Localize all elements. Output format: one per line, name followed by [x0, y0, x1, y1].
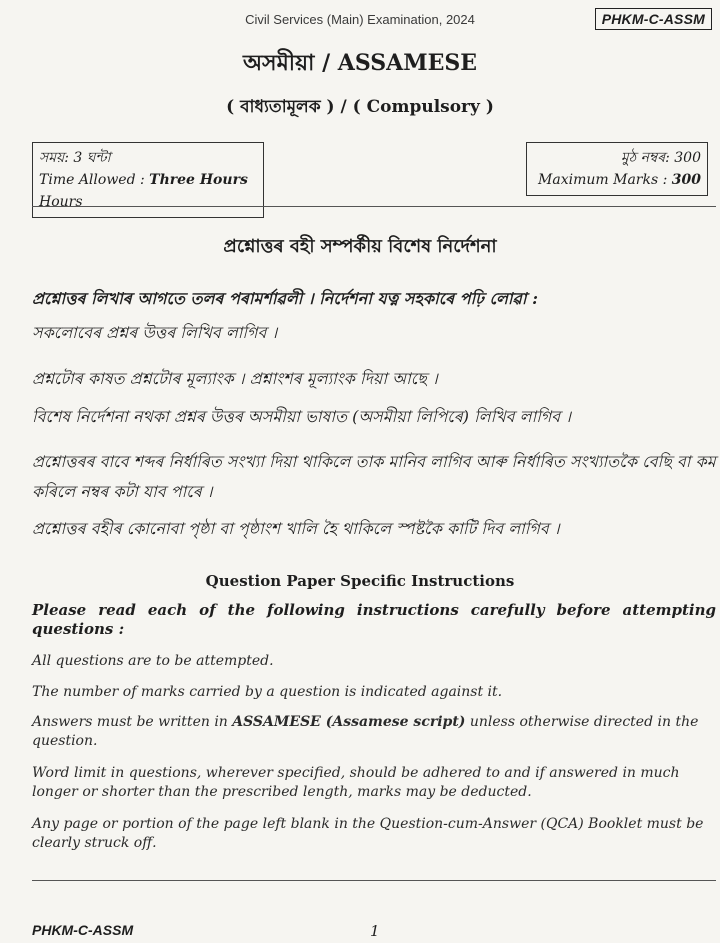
time-allowed-english: Time Allowed : Three Hours Hours [39, 172, 248, 210]
assamese-instruction-item: প্ৰশ্নটোৰ কাষত প্ৰশ্নটোৰ মূল্যাংক । প্ৰশ্নাংশৰ মূল্যাংক দিয়া আছে । [32, 369, 438, 388]
assamese-instruction-item: সকলোবেৰ প্ৰশ্নৰ উত্তৰ লিখিব লাগিব । [32, 323, 278, 342]
time-allowed-label: Time Allowed : [39, 172, 145, 188]
assamese-instruction-item: প্ৰশ্নোত্তৰ বহীৰ কোনোবা পৃষ্ঠা বা পৃষ্ঠাংশ খালি হৈ থাকিলে স্পষ্টকৈ কাটি দিব লাগিব । [32, 519, 560, 538]
assamese-instructions-heading: প্ৰশ্নোত্তৰ বহী সম্পৰ্কীয় বিশেষ নিৰ্দেশনা [223, 236, 497, 257]
exam-name: Civil Services (Main) Examination, 2024 [245, 12, 475, 27]
english-instruction-item: All questions are to be attempted. [32, 653, 274, 669]
paper-title: অসমীয়া / ASSAMESE [243, 50, 477, 76]
assamese-instructions-intro: প্ৰশ্নোত্তৰ লিখাৰ আগতে তলৰ পৰামৰ্শাৱলী । নিৰ্দেশনা যত্ন সহকাৰে পঢ়ি লোৱা : [32, 289, 539, 308]
footer-paper-code: PHKM-C-ASSM [32, 922, 134, 938]
time-allowed-assamese: সময়: 3 ঘন্টা [39, 150, 111, 166]
time-allowed-value: Three Hours [149, 172, 248, 188]
maximum-marks-value: 300 [671, 172, 701, 188]
english-instructions-intro: Please read each of the following instructions carefully before attempting questions : [32, 601, 716, 638]
page-number: 1 [370, 922, 380, 940]
maximum-marks-box [526, 142, 708, 196]
english-instruction-item: The number of marks carried by a question is indicated against it. [32, 684, 503, 700]
divider-bottom [32, 880, 716, 881]
english-instructions-heading: Question Paper Specific Instructions [205, 572, 515, 590]
paper-subtitle: ( বাধ্যতামূলক ) / ( Compulsory ) [226, 97, 494, 117]
divider-top [32, 206, 716, 207]
english-instruction-item: Any page or portion of the page left blank in the Question-cum-Answer (QCA) Booklet must be clearly struck off. [32, 816, 704, 851]
assamese-instruction-item: প্ৰশ্নোত্তৰৰ বাবে শব্দৰ নিৰ্ধাৰিত সংখ্যা দিয়া থাকিলে তাক মানিব লাগিব আৰু নিৰ্ধাৰিত সংখ্যাতকৈ বেছি বা কম কৰিলে নম্বৰ কটা যাব পাৰে । [32, 452, 716, 501]
maximum-marks-english [533, 169, 701, 191]
paper-code-box: PHKM-C-ASSM [595, 8, 712, 30]
english-instruction-item: Answers must be written in ASSAMESE (Assamese script) unless otherwise directed in the question. [32, 714, 699, 749]
maximum-marks-label: Maximum Marks : [538, 172, 668, 188]
english-instruction-item: Word limit in questions, wherever specified, should be adhered to and if answered in much longer or shorter than the prescribed length, marks may be deducted. [32, 765, 680, 800]
language-emphasis: ASSAMESE (Assamese script) [232, 714, 466, 730]
assamese-instruction-item: বিশেষ নিৰ্দেশনা নথকা প্ৰশ্নৰ উত্তৰ অসমীয়া ভাষাত (অসমীয়া লিপিৰে) লিখিব লাগিব । [32, 407, 571, 426]
maximum-marks-assamese: মুঠ নম্বৰ: 300 [620, 150, 701, 166]
